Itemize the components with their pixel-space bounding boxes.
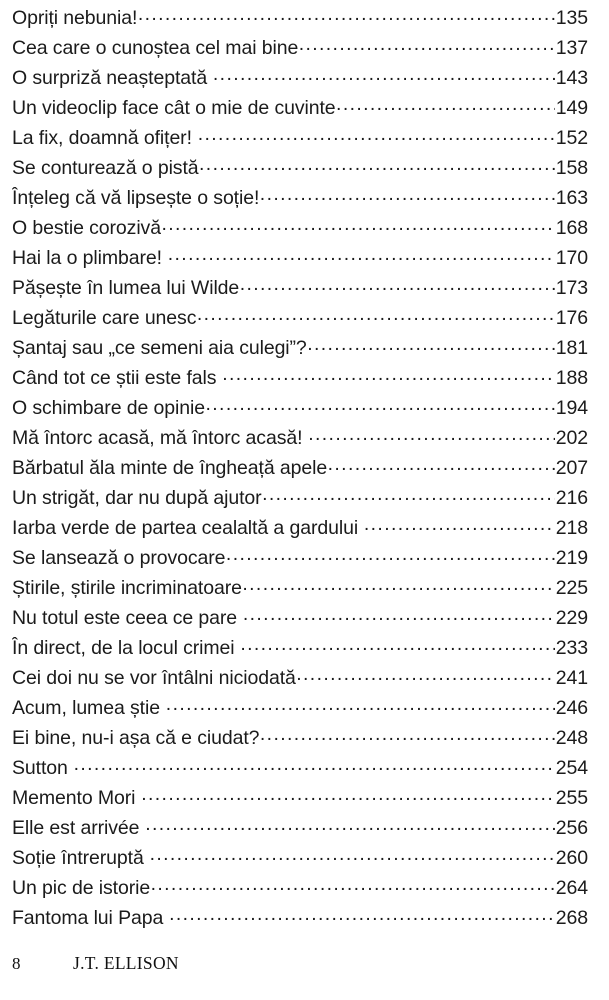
toc-entry-page-number: 158 <box>555 157 588 179</box>
toc-entry[interactable] <box>12 333 588 363</box>
toc-entry[interactable] <box>12 273 588 303</box>
toc-dot-leader <box>222 365 555 385</box>
toc-entry[interactable] <box>12 93 588 123</box>
toc-entry-title: Nu totul este ceea ce pare <box>12 607 238 629</box>
toc-entry-page-number: 149 <box>555 97 588 119</box>
toc-entry-title: Când tot ce știi este fals <box>12 367 217 389</box>
toc-dot-leader <box>138 5 555 25</box>
toc-entry[interactable] <box>12 63 588 93</box>
toc-entry-title: Opriți nebunia! <box>12 7 138 29</box>
toc-dot-leader <box>296 665 555 685</box>
toc-dot-leader <box>299 35 556 55</box>
toc-entry-page-number: 194 <box>555 397 588 419</box>
toc-entry-page-number: 152 <box>555 127 588 149</box>
toc-dot-leader <box>307 335 555 355</box>
toc-entry-page-number: 268 <box>555 907 588 929</box>
toc-entry[interactable] <box>12 153 588 183</box>
toc-dot-leader <box>199 155 555 175</box>
toc-entry[interactable] <box>12 603 588 633</box>
toc-entry-title: Un strigăt, dar nu după ajutor <box>12 487 262 509</box>
toc-entry[interactable] <box>12 723 588 753</box>
toc-dot-leader <box>260 725 555 745</box>
toc-entry-page-number: 255 <box>555 787 588 809</box>
toc-entry[interactable] <box>12 513 588 543</box>
toc-entry-page-number: 176 <box>555 307 588 329</box>
table-of-contents <box>12 3 588 933</box>
toc-entry-title: Înțeleg că vă lipsește o soție! <box>12 187 260 209</box>
toc-entry-page-number: 216 <box>555 487 588 509</box>
toc-entry-title: Elle est arrivée <box>12 817 140 839</box>
toc-entry[interactable] <box>12 303 588 333</box>
toc-entry-title: O schimbare de opinie <box>12 397 206 419</box>
toc-entry-title: Șantaj sau „ce semeni aia culegi”? <box>12 337 307 359</box>
footer-author-name: J.T. ELLISON <box>73 952 179 973</box>
toc-entry[interactable] <box>12 903 588 933</box>
toc-entry[interactable] <box>12 843 588 873</box>
toc-entry-page-number: 233 <box>555 637 588 659</box>
toc-dot-leader <box>336 95 555 115</box>
toc-entry[interactable] <box>12 3 588 33</box>
toc-dot-leader <box>150 845 556 865</box>
toc-dot-leader <box>151 875 556 895</box>
toc-entry-page-number: 264 <box>555 877 588 899</box>
toc-entry-page-number: 218 <box>555 517 588 539</box>
toc-entry-title: Se conturează o pistă <box>12 157 199 179</box>
toc-entry-title: Se lansează o provocare <box>12 547 226 569</box>
toc-entry[interactable] <box>12 243 588 273</box>
toc-entry-page-number: 225 <box>555 577 588 599</box>
toc-entry-page-number: 188 <box>555 367 588 389</box>
toc-entry-title: Cea care o cunoștea cel mai bine <box>12 37 299 59</box>
page-folio-number: 8 <box>12 953 21 973</box>
toc-entry-page-number: 246 <box>555 697 588 719</box>
toc-entry-page-number: 207 <box>555 457 588 479</box>
toc-entry-title: Mă întorc acasă, mă întorc acasă! <box>12 427 303 449</box>
toc-dot-leader <box>198 125 556 145</box>
toc-entry[interactable] <box>12 633 588 663</box>
toc-entry[interactable] <box>12 693 588 723</box>
toc-dot-leader <box>145 815 555 835</box>
toc-dot-leader <box>197 305 555 325</box>
toc-entry[interactable] <box>12 783 588 813</box>
toc-entry[interactable] <box>12 213 588 243</box>
toc-entry-title: Un videoclip face cât o mie de cuvinte <box>12 97 336 119</box>
toc-entry[interactable] <box>12 663 588 693</box>
toc-dot-leader <box>364 515 555 535</box>
toc-entry-page-number: 260 <box>555 847 588 869</box>
toc-entry[interactable] <box>12 573 588 603</box>
toc-entry-title: Știrile, știrile incriminatoare <box>12 577 242 599</box>
toc-dot-leader <box>161 215 555 235</box>
toc-entry-page-number: 181 <box>555 337 588 359</box>
running-footer <box>12 952 179 973</box>
toc-dot-leader <box>308 425 555 445</box>
toc-entry-page-number: 248 <box>555 727 588 749</box>
toc-dot-leader <box>226 545 555 565</box>
toc-entry-page-number: 170 <box>555 247 588 269</box>
toc-dot-leader <box>213 65 555 85</box>
toc-entry-title: Hai la o plimbare! <box>12 247 162 269</box>
toc-entry[interactable] <box>12 423 588 453</box>
toc-dot-leader <box>169 905 555 925</box>
toc-entry-title: Bărbatul ăla minte de îngheață apele <box>12 457 328 479</box>
toc-entry-title: O surpriză neașteptată <box>12 67 208 89</box>
toc-dot-leader <box>206 395 556 415</box>
toc-entry-page-number: 137 <box>555 37 588 59</box>
toc-entry-title: Ei bine, nu-i așa că e ciudat? <box>12 727 260 749</box>
toc-entry[interactable] <box>12 543 588 573</box>
toc-entry[interactable] <box>12 363 588 393</box>
toc-entry[interactable] <box>12 873 588 903</box>
toc-entry-title: Legăturile care unesc <box>12 307 197 329</box>
toc-entry-page-number: 202 <box>555 427 588 449</box>
toc-entry-title: Memento Mori <box>12 787 136 809</box>
toc-entry-title: Acum, lumea știe <box>12 697 160 719</box>
toc-entry-page-number: 173 <box>555 277 588 299</box>
toc-dot-leader <box>328 455 556 475</box>
toc-entry-title: La fix, doamnă ofițer! <box>12 127 192 149</box>
toc-entry-title: Un pic de istorie <box>12 877 151 899</box>
toc-entry-page-number: 241 <box>555 667 588 689</box>
toc-entry-page-number: 143 <box>555 67 588 89</box>
toc-entry[interactable] <box>12 183 588 213</box>
toc-entry-page-number: 229 <box>555 607 588 629</box>
toc-entry[interactable] <box>12 813 588 843</box>
toc-entry-title: În direct, de la locul crimei <box>12 637 235 659</box>
toc-dot-leader <box>141 785 555 805</box>
toc-entry[interactable] <box>12 123 588 153</box>
toc-entry-page-number: 163 <box>555 187 588 209</box>
toc-entry-title: Soție întreruptă <box>12 847 144 869</box>
toc-dot-leader <box>242 575 555 595</box>
toc-entry-title: Fantoma lui Papa <box>12 907 164 929</box>
toc-entry[interactable] <box>12 33 588 63</box>
toc-entry-page-number: 168 <box>555 217 588 239</box>
toc-entry-page-number: 254 <box>555 757 588 779</box>
toc-entry-title: Cei doi nu se vor întâlni niciodată <box>12 667 296 689</box>
toc-entry[interactable] <box>12 753 588 783</box>
toc-entry-title: O bestie corozivă <box>12 217 161 239</box>
toc-entry-title: Pășește în lumea lui Wilde <box>12 277 240 299</box>
toc-entry[interactable] <box>12 483 588 513</box>
toc-dot-leader <box>240 635 555 655</box>
toc-entry-page-number: 256 <box>555 817 588 839</box>
toc-dot-leader <box>240 275 556 295</box>
toc-entry-page-number: 219 <box>555 547 588 569</box>
toc-dot-leader <box>168 245 555 265</box>
toc-entry-page-number: 135 <box>555 7 588 29</box>
toc-entry[interactable] <box>12 393 588 423</box>
toc-dot-leader <box>74 755 556 775</box>
toc-dot-leader <box>243 605 555 625</box>
toc-dot-leader <box>262 485 555 505</box>
toc-entry-title: Sutton <box>12 757 68 779</box>
toc-dot-leader <box>166 695 555 715</box>
toc-entry-title: Iarba verde de partea cealaltă a gardului <box>12 517 359 539</box>
toc-dot-leader <box>260 185 555 205</box>
toc-entry[interactable] <box>12 453 588 483</box>
